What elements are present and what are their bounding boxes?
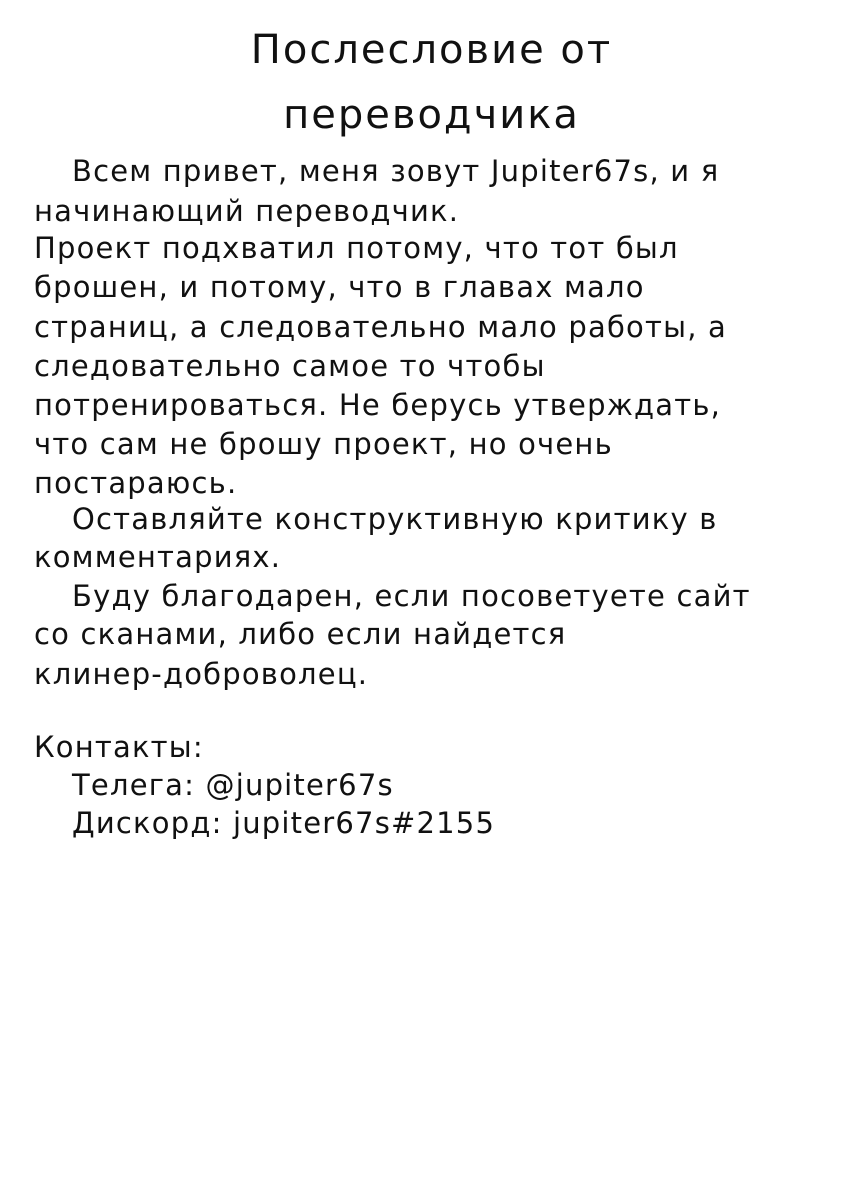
project-line-5: потренироваться. Не берусь утверждать, (34, 388, 722, 422)
request-line-3: клинер-доброволец. (34, 657, 369, 691)
project-line-7: постараюсь. (34, 466, 238, 500)
critique-line-2: комментариях. (34, 540, 282, 574)
contact-discord: Дискорд: jupiter67s#2155 (72, 806, 496, 840)
greeting-line-1: Всем привет, меня зовут Jupiter67s, и я (72, 154, 720, 188)
project-line-4: следовательно самое то чтобы (34, 349, 546, 383)
contact-telegram: Телега: @jupiter67s (72, 768, 394, 802)
project-line-3: страниц, а следовательно мало работы, а (34, 310, 727, 344)
request-line-1: Буду благодарен, если посоветуете сайт (72, 579, 751, 613)
contacts-heading: Контакты: (34, 730, 204, 764)
project-line-6: что сам не брошу проект, но очень (34, 427, 613, 461)
page-title-line-2: переводчика (283, 92, 580, 138)
project-line-1: Проект подхватил потому, что тот был (34, 231, 679, 265)
request-line-2: со сканами, либо если найдется (34, 617, 567, 651)
critique-line-1: Оставляйте конструктивную критику в (72, 502, 718, 536)
page-title-line-1: Послесловие от (250, 27, 613, 73)
project-line-2: брошен, и потому, что в главах мало (34, 270, 645, 304)
greeting-line-2: начинающий переводчик. (34, 194, 460, 228)
